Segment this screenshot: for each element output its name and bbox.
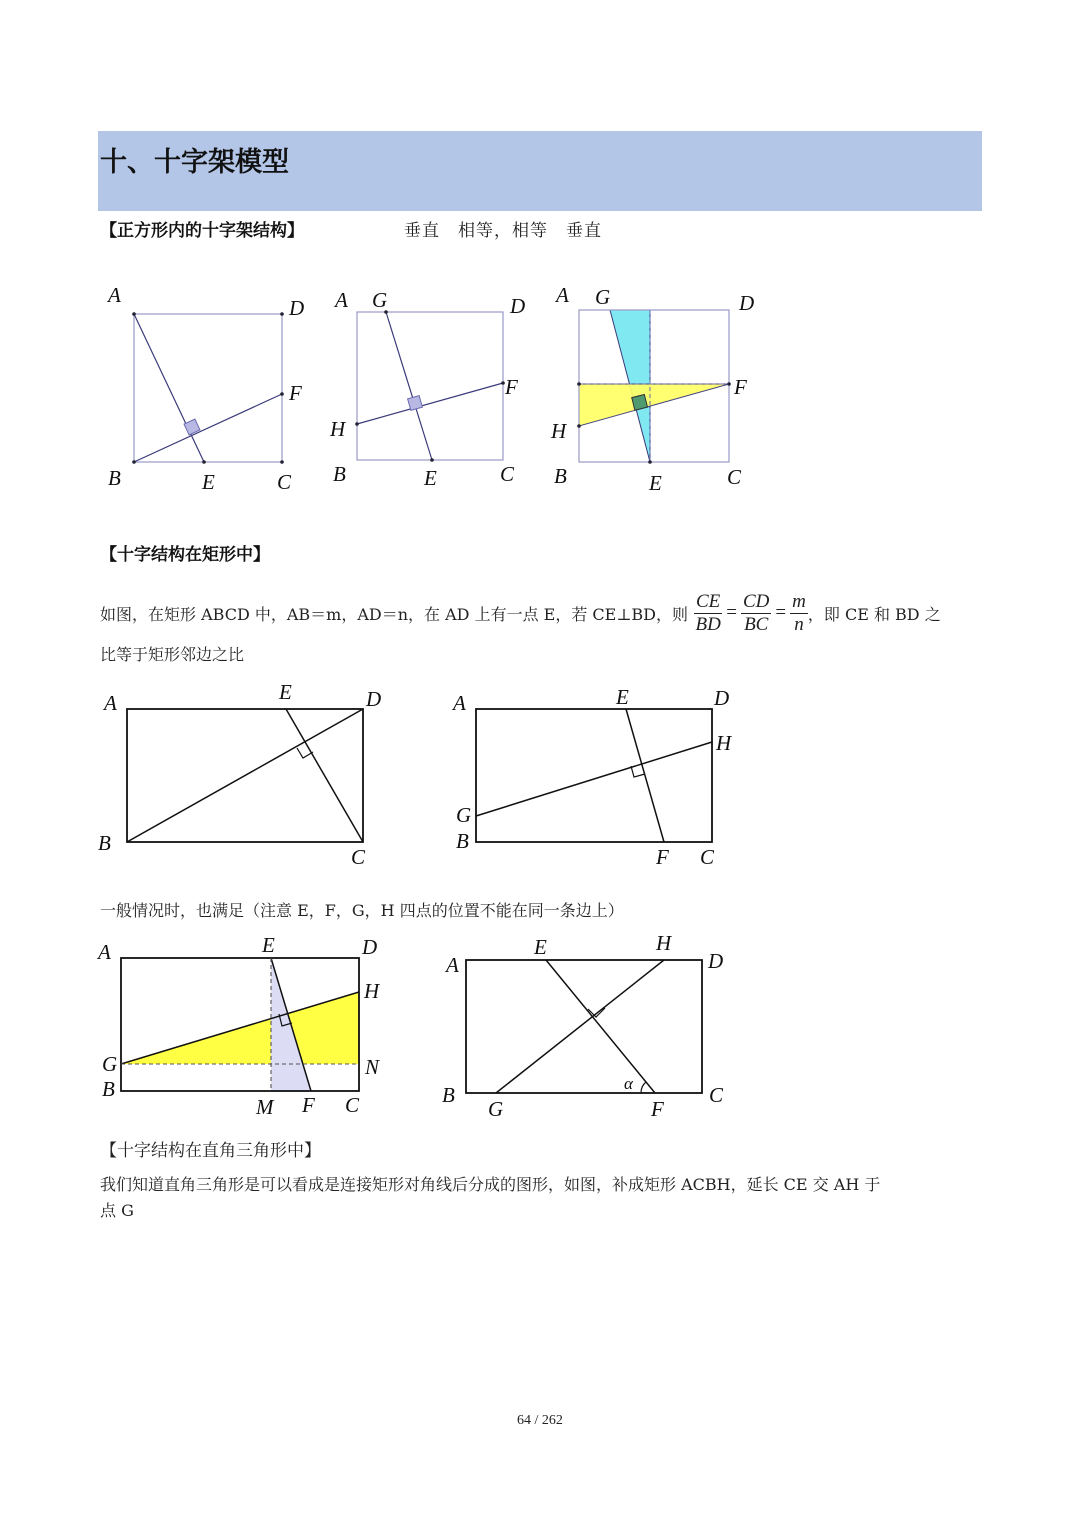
label-H: H bbox=[551, 419, 567, 443]
label-F: F bbox=[651, 1097, 664, 1121]
label-B: B bbox=[102, 1077, 115, 1101]
label-C: C bbox=[727, 465, 742, 489]
label-E: E bbox=[649, 471, 662, 495]
label-A: A bbox=[104, 691, 117, 715]
rect-4-outline bbox=[466, 960, 702, 1093]
label-A: A bbox=[335, 288, 348, 312]
segment-BF bbox=[134, 394, 282, 462]
label-F: F bbox=[302, 1093, 315, 1117]
general-figure-1 bbox=[96, 933, 381, 1119]
heading-tri: 【十字结构在直角三角形中】 bbox=[100, 1141, 321, 1161]
label-A: A bbox=[556, 283, 569, 307]
label-A: A bbox=[98, 940, 111, 964]
tri-para-a: 我们知道直角三角形是可以看成是连接矩形对角线后分成的图形，如图，补成矩形 ACBH，延长 CE 交 AH 于 bbox=[100, 1175, 881, 1194]
label-E: E bbox=[279, 680, 292, 704]
segment-EC bbox=[286, 709, 363, 842]
rect-para-a: 如图，在矩形 ABCD 中，AB＝m，AD＝n，在 AD 上有一点 E，若 CE⊥BD，则 bbox=[100, 604, 688, 624]
label-alpha: α bbox=[624, 1074, 633, 1093]
segment-BD bbox=[127, 709, 363, 842]
label-B: B bbox=[442, 1083, 455, 1107]
label-F: F bbox=[734, 375, 747, 399]
label-A: A bbox=[108, 283, 121, 307]
label-H: H bbox=[716, 731, 732, 755]
square-1-outline bbox=[134, 314, 282, 462]
rect-figure-2 bbox=[451, 685, 733, 869]
general-figure-2 bbox=[442, 931, 724, 1121]
fraction-m-n: $\frac{m}{n}$ bbox=[792, 590, 806, 635]
label-H: H bbox=[364, 979, 380, 1003]
label-C: C bbox=[700, 845, 715, 869]
label-B: B bbox=[333, 462, 346, 486]
rect-paragraph: 如图，在矩形 ABCD 中，AB＝m，AD＝n，在 AD 上有一点 E，若 CE⊥BD，则 $\frac{CE}{BD}$ = $\frac{CD}{BC}$ = $\frac{m}{n}$ ，即 CE 和 BD 之 bbox=[100, 590, 941, 635]
label-D: D bbox=[366, 687, 382, 711]
tri-para-b: 点 G bbox=[100, 1201, 134, 1220]
label-A: A bbox=[446, 953, 459, 977]
page-number: 64 / 262 bbox=[517, 1413, 563, 1428]
label-C: C bbox=[277, 470, 292, 494]
segment-GH bbox=[476, 742, 712, 816]
label-F: F bbox=[505, 375, 518, 399]
label-G: G bbox=[372, 288, 388, 312]
fraction-ce-bd: $\frac{CE}{BD}$ bbox=[695, 590, 721, 635]
label-C: C bbox=[351, 845, 366, 869]
right-angle-mark bbox=[408, 396, 423, 411]
label-G: G bbox=[456, 803, 472, 827]
label-E: E bbox=[616, 685, 629, 709]
label-E: E bbox=[202, 470, 215, 494]
label-F: F bbox=[656, 845, 669, 869]
label-D: D bbox=[739, 291, 755, 315]
label-B: B bbox=[554, 464, 567, 488]
label-G: G bbox=[102, 1052, 118, 1076]
label-B: B bbox=[456, 829, 469, 853]
segment-EF bbox=[626, 709, 664, 842]
label-M: M bbox=[256, 1095, 274, 1119]
label-E: E bbox=[262, 933, 275, 957]
label-G: G bbox=[595, 285, 611, 309]
rect-figure-1 bbox=[98, 680, 381, 869]
square-figure-3 bbox=[550, 283, 754, 495]
square-figures bbox=[0, 270, 1080, 500]
heading-rect: 【十字结构在矩形中】 bbox=[100, 545, 270, 565]
rect-para-c: 比等于矩形邻边之比 bbox=[100, 645, 245, 664]
section-title: 十、十字架模型 bbox=[100, 147, 289, 178]
right-angle-mark bbox=[297, 748, 313, 758]
label-B: B bbox=[108, 466, 121, 490]
fraction-cd-bc: $\frac{CD}{BC}$ bbox=[743, 590, 770, 635]
label-D: D bbox=[289, 296, 305, 320]
rect-para-b: ，即 CE 和 BD 之 bbox=[807, 604, 941, 624]
label-D: D bbox=[714, 686, 730, 710]
label-C: C bbox=[709, 1083, 724, 1107]
rect-2-outline bbox=[476, 709, 712, 842]
label-C: C bbox=[500, 462, 515, 486]
label-E: E bbox=[534, 935, 547, 959]
general-paragraph: 一般情况时，也满足（注意 E，F，G，H 四点的位置不能在同一条边上） bbox=[100, 901, 624, 920]
right-angle-mark bbox=[632, 394, 648, 410]
angle-arc bbox=[641, 1082, 646, 1093]
rect-figures bbox=[0, 680, 1080, 880]
label-E: E bbox=[424, 466, 437, 490]
label-D: D bbox=[362, 935, 378, 959]
segment-AE bbox=[134, 314, 204, 462]
square-figure-1 bbox=[106, 283, 304, 494]
segment-GE bbox=[386, 312, 432, 460]
label-D: D bbox=[708, 949, 724, 973]
label-A: A bbox=[453, 691, 466, 715]
label-D: D bbox=[510, 294, 526, 318]
square-note: 垂直 相等，相等 垂直 bbox=[404, 221, 602, 241]
yellow-triangle bbox=[579, 384, 729, 426]
general-figures bbox=[0, 928, 1080, 1123]
label-N: N bbox=[365, 1055, 380, 1079]
square-2-outline bbox=[357, 312, 503, 460]
heading-square: 【正方形内的十字架结构】 bbox=[100, 221, 304, 241]
label-F: F bbox=[289, 381, 302, 405]
label-B: B bbox=[98, 831, 111, 855]
label-H: H bbox=[330, 417, 346, 441]
segment-HF bbox=[357, 383, 503, 424]
label-H: H bbox=[656, 931, 672, 955]
square-figure-2 bbox=[329, 288, 525, 490]
label-G: G bbox=[488, 1097, 504, 1121]
label-C: C bbox=[345, 1093, 360, 1117]
